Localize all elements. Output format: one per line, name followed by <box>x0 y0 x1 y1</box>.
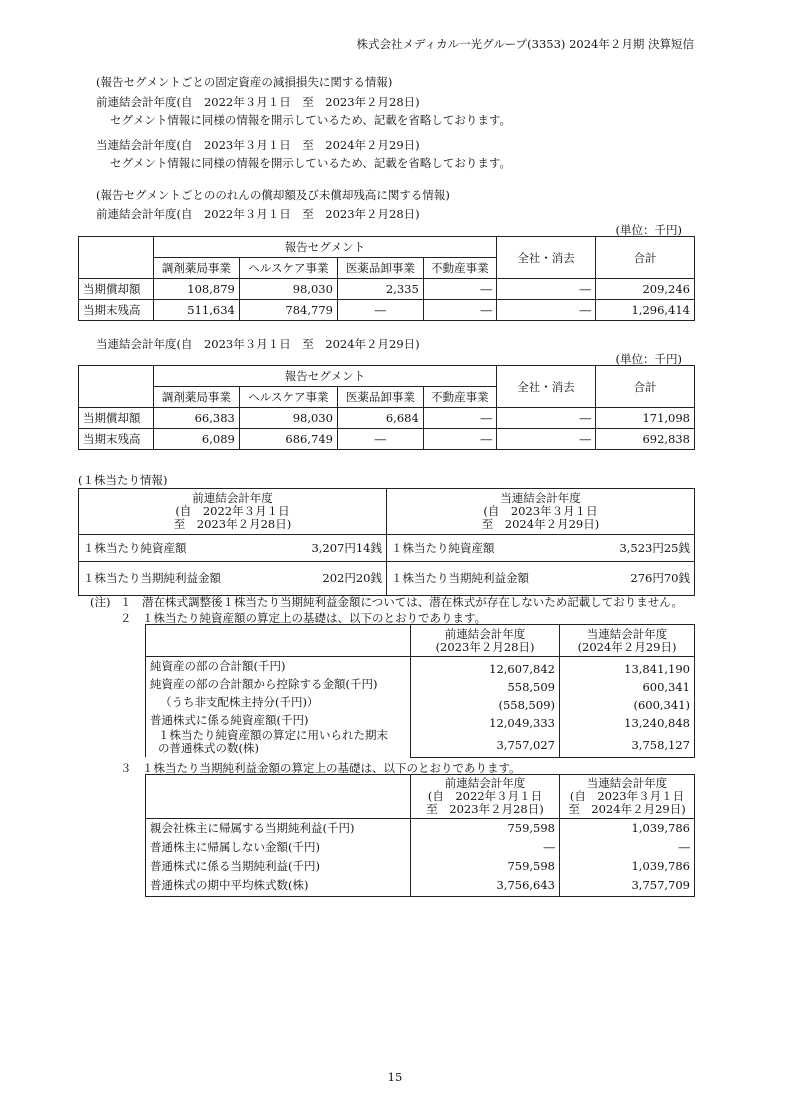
goodwill-title: (報告セグメントごとののれんの償却額及び未償却残高に関する情報) <box>96 188 450 202</box>
cell: ― <box>423 279 496 300</box>
total-header: 合計 <box>596 237 695 279</box>
prev-values <box>411 819 560 897</box>
impairment-prev-text: セグメント情報に同様の情報を開示しているため、記載を省略しております。 <box>110 113 512 127</box>
value: (600,341) <box>633 697 690 712</box>
label-line: 普通株式に係る純資産額(千円) <box>150 713 309 727</box>
prev-period-header <box>79 489 387 535</box>
table-row <box>79 279 695 300</box>
per-share-title: (１株当たり情報) <box>78 473 168 487</box>
prev-header <box>411 775 560 819</box>
cell: ― <box>497 408 596 429</box>
corp-header: 全社・消去 <box>497 237 596 279</box>
impairment-prev-period: 前連結会計年度(自 2022年３月１日 至 2023年２月28日) <box>96 95 420 109</box>
header-line: 至 2023年２月28日) <box>426 802 544 816</box>
header-line: (2024年２月29日) <box>577 639 677 654</box>
header-line: 当連結会計年度 <box>500 491 581 505</box>
header-line: (2023年２月28日) <box>435 639 535 654</box>
table-row <box>79 300 695 321</box>
segment-header: 報告セグメント <box>154 366 497 387</box>
note-3-number: ３ <box>120 761 132 775</box>
cell <box>79 535 387 562</box>
cell: 98,030 <box>239 279 337 300</box>
table-row <box>79 408 695 429</box>
value: 12,607,842 <box>489 661 555 676</box>
header-line: 前連結会計年度 <box>444 626 526 641</box>
cell <box>387 562 695 596</box>
column-header: 医薬品卸事業 <box>337 387 423 408</box>
blank-header-cell <box>146 775 411 819</box>
cell: ― <box>497 279 596 300</box>
column-header: ヘルスケア事業 <box>239 387 337 408</box>
value: 276円70銭 <box>630 571 690 585</box>
cell: 209,246 <box>596 279 695 300</box>
cell: 6,089 <box>154 429 240 450</box>
cell: ― <box>497 429 596 450</box>
header-line: 前連結会計年度 <box>192 491 273 505</box>
note-1-number: １ <box>120 595 132 609</box>
value: 759,598 <box>507 821 555 835</box>
blank-header-cell <box>79 366 154 408</box>
cell: 66,383 <box>154 408 240 429</box>
header-line: (自 2023年３月１日 <box>569 789 685 803</box>
value: 1,039,786 <box>631 859 690 873</box>
impairment-curr-text: セグメント情報に同様の情報を開示しているため、記載を省略しております。 <box>110 156 512 170</box>
value: 1,039,786 <box>631 821 690 835</box>
page-header: 株式会社メディカル一光グループ(3353) 2024年２月期 決算短信 <box>356 37 694 51</box>
goodwill-curr-unit: (単位：千円) <box>615 352 682 366</box>
page-number: 15 <box>387 1070 403 1084</box>
header-line: (自 2023年３月１日 <box>483 504 598 518</box>
corp-header: 全社・消去 <box>497 366 596 408</box>
cell: ― <box>337 300 423 321</box>
cell: 686,749 <box>239 429 337 450</box>
cell <box>79 562 387 596</box>
label-line: の普通株式の数(株) <box>158 741 259 755</box>
label-line: 親会社株主に帰属する当期純利益(千円) <box>150 821 355 835</box>
cell: 171,098 <box>596 408 695 429</box>
prev-header <box>411 625 560 657</box>
column-header: 不動産事業 <box>423 387 496 408</box>
cell: 2,335 <box>337 279 423 300</box>
table-row <box>146 819 695 897</box>
row-label: １株当たり当期純利益金額 <box>83 571 221 585</box>
value: 202円20銭 <box>322 571 382 585</box>
header-line: (自 2022年３月１日 <box>427 789 543 803</box>
header-line: (自 2022年３月１日 <box>175 504 290 518</box>
table-row <box>146 657 695 758</box>
eps-basis-table <box>145 774 695 897</box>
row-label: 当期償却額 <box>79 408 154 429</box>
cell: 784,779 <box>239 300 337 321</box>
total-header: 合計 <box>596 366 695 408</box>
value: 3,756,643 <box>496 878 555 892</box>
row-label: １株当たり純資産額 <box>391 540 495 555</box>
column-header: 調剤薬局事業 <box>154 258 240 279</box>
note-2-text: １株当たり純資産額の算定上の基礎は、以下のとおりであります。 <box>142 611 487 625</box>
label-line: 普通株式に係る当期純利益(千円) <box>150 859 320 873</box>
curr-values <box>560 657 695 758</box>
impairment-curr-period: 当連結会計年度(自 2023年３月１日 至 2024年２月29日) <box>96 138 420 152</box>
net-assets-basis-table <box>145 624 695 758</box>
row-label: １株当たり純資産額 <box>83 540 187 555</box>
note-3-text: １株当たり当期純利益金額の算定上の基礎は、以下のとおりであります。 <box>142 761 521 775</box>
column-header: ヘルスケア事業 <box>239 258 337 279</box>
label-line: １株当たり純資産額の算定に用いられた期末 <box>158 728 388 742</box>
cell: ― <box>497 300 596 321</box>
column-header: 不動産事業 <box>423 258 496 279</box>
header-line: 至 2024年２月29日) <box>481 517 600 531</box>
value: 3,758,127 <box>631 737 690 752</box>
goodwill-prev-unit: (単位：千円) <box>615 223 682 237</box>
impairment-title: (報告セグメントごとの固定資産の減損損失に関する情報) <box>96 75 393 89</box>
cell: 511,634 <box>154 300 240 321</box>
blank-header-cell <box>79 237 154 279</box>
value: (558,509) <box>498 697 555 712</box>
header-line: 当連結会計年度 <box>586 776 668 790</box>
cell: 1,296,414 <box>596 300 695 321</box>
value: 3,757,709 <box>631 878 690 892</box>
per-share-table <box>78 488 695 596</box>
value: 3,523円25銭 <box>619 540 690 555</box>
note-label: (注) <box>90 595 111 609</box>
value: 759,598 <box>507 859 555 873</box>
value: 12,049,333 <box>489 715 555 730</box>
goodwill-prev-table <box>78 236 695 321</box>
value: 3,207円14銭 <box>311 540 382 555</box>
row-label <box>146 819 411 897</box>
goodwill-curr-table <box>78 365 695 450</box>
cell: 6,684 <box>337 408 423 429</box>
blank-header-cell <box>146 625 411 657</box>
value: ― <box>678 840 690 854</box>
row-label <box>146 657 411 758</box>
label-line: （うち非支配株主持分(千円)） <box>160 695 319 709</box>
cell: ― <box>423 429 496 450</box>
note-2-number: ２ <box>120 611 132 625</box>
value: 13,841,190 <box>624 661 690 676</box>
header-line: 前連結会計年度 <box>444 776 526 790</box>
cell: 98,030 <box>239 408 337 429</box>
cell: 108,879 <box>154 279 240 300</box>
curr-header <box>560 625 695 657</box>
row-label: １株当たり当期純利益金額 <box>391 571 529 585</box>
value: 13,240,848 <box>624 715 690 730</box>
cell: ― <box>423 408 496 429</box>
header-line: 当連結会計年度 <box>586 626 668 641</box>
cell: 692,838 <box>596 429 695 450</box>
header-line: 至 2024年２月29日) <box>568 802 686 816</box>
table-row <box>79 562 695 596</box>
table-row <box>79 429 695 450</box>
column-header: 医薬品卸事業 <box>337 258 423 279</box>
row-label: 当期償却額 <box>79 279 154 300</box>
goodwill-prev-period: 前連結会計年度(自 2022年３月１日 至 2023年２月28日) <box>96 207 420 221</box>
value: ― <box>543 840 555 854</box>
value: 558,509 <box>507 679 555 694</box>
table-row <box>79 535 695 562</box>
prev-values <box>411 657 560 758</box>
goodwill-curr-period: 当連結会計年度(自 2023年３月１日 至 2024年２月29日) <box>96 337 420 351</box>
header-line: 至 2023年２月28日) <box>173 517 292 531</box>
row-label: 当期末残高 <box>79 429 154 450</box>
segment-header: 報告セグメント <box>154 237 497 258</box>
curr-period-header <box>387 489 695 535</box>
column-header: 調剤薬局事業 <box>154 387 240 408</box>
cell <box>387 535 695 562</box>
note-1-text: 潜在株式調整後１株当たり当期純利益金額については、潜在株式が存在しないため記載しておりません。 <box>142 595 683 609</box>
label-line: 普通株式の期中平均株式数(株) <box>150 878 309 892</box>
curr-header <box>560 775 695 819</box>
value: 600,341 <box>642 679 690 694</box>
label-line: 普通株主に帰属しない金額(千円) <box>150 840 320 854</box>
cell: ― <box>337 429 423 450</box>
curr-values <box>560 819 695 897</box>
value: 3,757,027 <box>496 737 555 752</box>
label-line: 純資産の部の合計額(千円) <box>150 659 286 673</box>
row-label: 当期末残高 <box>79 300 154 321</box>
cell: ― <box>423 300 496 321</box>
label-line: 純資産の部の合計額から控除する金額(千円) <box>150 677 378 691</box>
